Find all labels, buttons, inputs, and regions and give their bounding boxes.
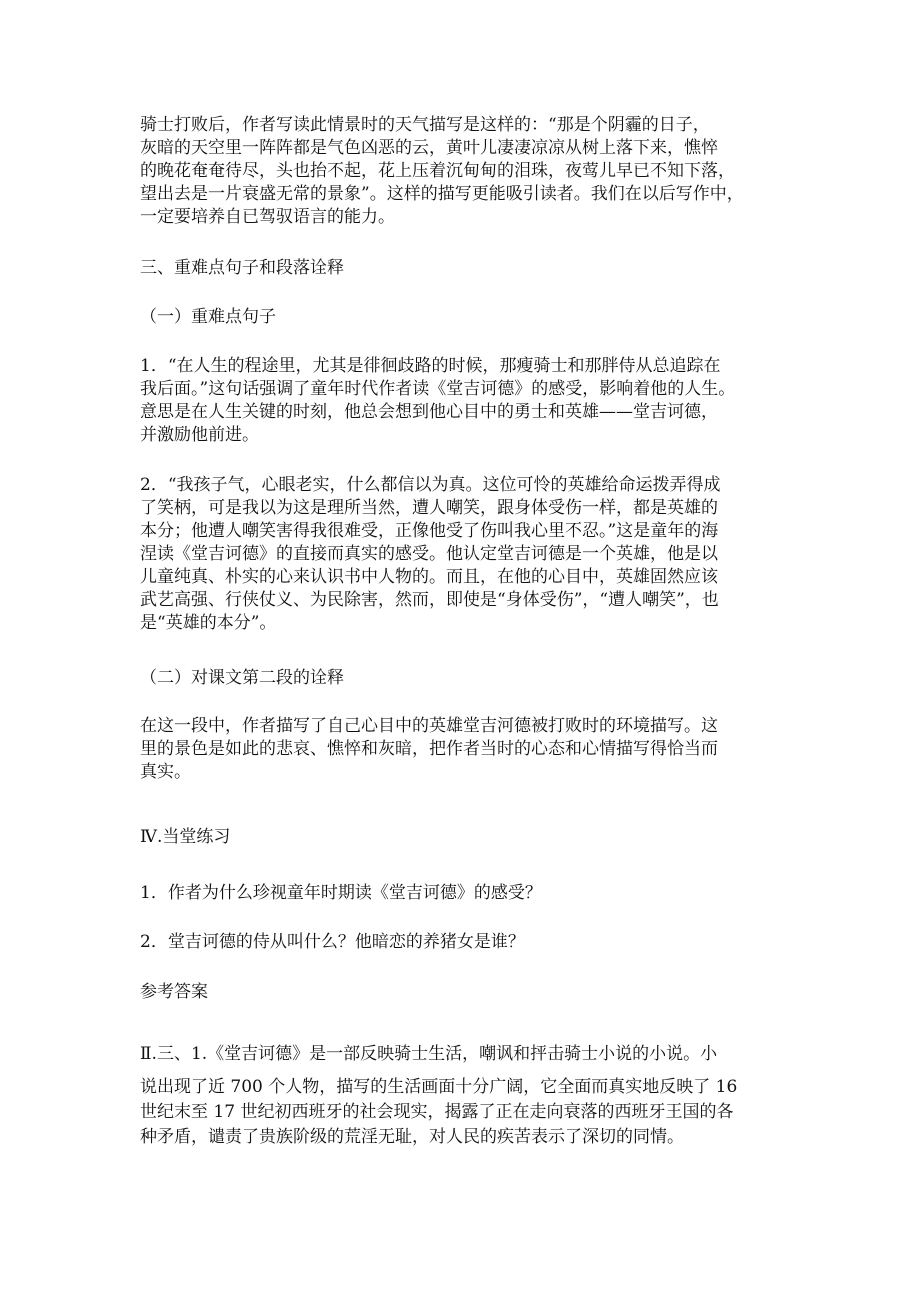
text-line: 灰暗的天空里一阵阵都是气色凶恶的云，黄叶儿凄凄凉凉从树上落下来，憔悴	[140, 138, 718, 158]
text-line: 的晚花奄奄待尽，头也抬不起，花上压着沉甸甸的泪珠，夜莺儿早已不知下落，	[140, 161, 735, 181]
answers-heading: 参考答案	[140, 982, 208, 1002]
text-line: 我后面。”这句话强调了童年时代作者读《堂吉诃德》的感受，影响着他的人生。	[140, 379, 736, 399]
text-line: 儿童纯真、朴实的心来认识书中人物的。而且，在他的心目中，英雄固然应该	[140, 567, 718, 587]
subsection-heading: （二）对课文第二段的诠释	[140, 668, 344, 688]
text-line: 望出去是一片衰盛无常的景象”。这样的描写更能吸引读者。我们在以后写作中，	[140, 184, 744, 204]
exercise-question-1: 1．作者为什么珍视童年时期读《堂吉诃德》的感受？	[140, 883, 542, 903]
section-heading: Ⅳ.当堂练习	[140, 827, 231, 847]
exercise-question-2: 2．堂吉诃德的侍从叫什么？他暗恋的养猪女是谁？	[140, 932, 525, 952]
text-line: 1．“在人生的程途里，尤其是徘徊歧路的时候，那瘦骑士和那胖侍从总追踪在	[140, 356, 721, 376]
text-line: 世纪末至 17 世纪初西班牙的社会现实，揭露了正在走向衰落的西班牙王国的各	[140, 1102, 734, 1122]
text-line: 里的景色是如此的悲哀、憔悴和灰暗，把作者当时的心态和心情描写得恰当而	[140, 739, 718, 759]
text-line: 种矛盾，谴责了贵族阶级的荒淫无耻，对人民的疾苦表示了深切的同情。	[140, 1127, 684, 1147]
text-line: 并激励他前进。	[140, 425, 259, 445]
text-line: 意思是在人生关键的时刻，他总会想到他心目中的勇士和英雄——堂吉诃德，	[140, 402, 718, 422]
text-line: 是“英雄的本分”。	[140, 613, 277, 633]
text-line: 本分；他遭人嘲笑害得我很难受，正像他受了伤叫我心里不忍。”这是童年的海	[140, 521, 719, 541]
text-line: 武艺高强、行侠仗义、为民除害，然而，即使是“身体受伤”，“遭人嘲笑”，也	[140, 590, 719, 610]
text-line: 了笑柄，可是我以为这是理所当然，遭人嘲笑，跟身体受伤一样，都是英雄的	[140, 498, 718, 518]
subsection-heading: （一）重难点句子	[140, 307, 276, 327]
text-line: Ⅱ.三、1.《堂吉诃德》是一部反映骑士生活，嘲讽和抨击骑士小说的小说。小	[140, 1044, 718, 1064]
text-line: 真实。	[140, 762, 191, 782]
text-line: 在这一段中，作者描写了自己心目中的英雄堂吉河德被打败时的环境描写。这	[140, 716, 718, 736]
text-line: 2．“我孩子气，心眼老实，什么都信以为真。这位可怜的英雄给命运拨弄得成	[140, 475, 721, 495]
text-line: 涅读《堂吉诃德》的直接而真实的感受。他认定堂吉诃德是一个英雄，他是以	[140, 544, 718, 564]
section-heading: 三、重难点句子和段落诠释	[140, 258, 344, 278]
text-line: 说出现了近 700 个人物，描写的生活画面十分广阔，它全面而真实地反映了 16	[140, 1077, 738, 1097]
text-line: 骑士打败后，作者写读此情景时的天气描写是这样的：“那是个阴霾的日子，	[140, 115, 710, 135]
text-line: 一定要培养自已驾驭语言的能力。	[140, 207, 395, 227]
